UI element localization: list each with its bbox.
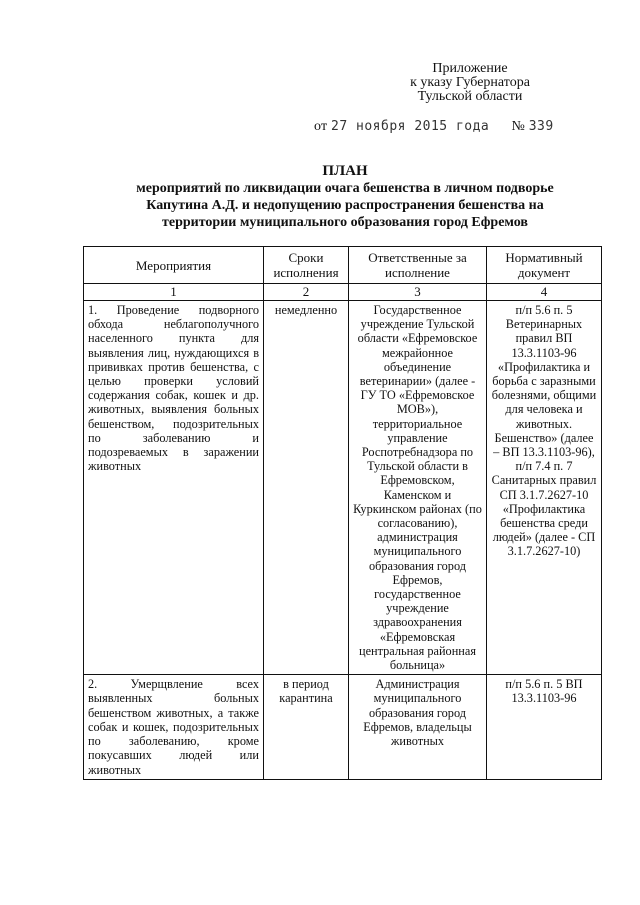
- plan-heading: ПЛАН: [322, 163, 368, 179]
- column-number-row: [84, 284, 602, 301]
- table-row: [84, 675, 602, 779]
- row-event: 1. Проведение подворного обхода неблагополучного населенного пункта для выявления лиц, нуждающихся в прививках против бешенства, с целью проверки условий содержания собак, кошек и др. животных, выявления больных бешенством, подозрительных по заболеванию и подозреваемых в заражении животных: [84, 301, 264, 675]
- row-document: п/п 5.6 п. 5 Ветеринарных правил ВП 13.3.1103-96 «Профилактика и борьба с заразными болезнями, общими для человека и животных. Бешенство» (далее – ВП 13.3.1103-96), п/п 7.4 п. 7 Санитарных правил СП 3.1.7.2627-10 «Профилактика бешенства среди людей» (далее - СП 3.1.7.2627-10): [487, 301, 602, 675]
- decree-date: 27 ноября 2015 года: [331, 119, 490, 134]
- plan-subtitle-line-2: Капутина А.Д. и недопущению распространения бешенства на: [146, 198, 544, 213]
- row-event: 2. Умерщвление всех выявленных больных бешенством животных, а также собак и кошек, подозрительных по заболеванию, кроме покусавших людей или животных: [84, 675, 264, 779]
- row-deadline: в период карантина: [264, 675, 349, 779]
- appendix-line-1: Приложение: [432, 61, 508, 76]
- table-header-row: [84, 247, 602, 284]
- column-number: 1: [84, 284, 264, 301]
- decree-number: 339: [528, 119, 554, 134]
- row-document: п/п 5.6 п. 5 ВП 13.3.1103-96: [487, 675, 602, 779]
- plan-title: [90, 163, 600, 231]
- table-row: [84, 301, 602, 675]
- appendix-line-2: к указу Губернатора: [410, 75, 530, 90]
- plan-subtitle-line-1: мероприятий по ликвидации очага бешенства в личном подворье: [136, 181, 554, 196]
- appendix-block: [380, 62, 560, 104]
- column-number: 3: [349, 284, 487, 301]
- column-number: 2: [264, 284, 349, 301]
- header-document: Нормативный документ: [487, 247, 602, 284]
- column-number: 4: [487, 284, 602, 301]
- plan-subtitle-line-3: территории муниципального образования город Ефремов: [162, 215, 528, 230]
- row-responsible: Государственное учреждение Тульской области «Ефремовское межрайонное объединение ветеринарии» (далее - ГУ ТО «Ефремовское МОВ»), территориальное управление Роспотребнадзора по Тульской области в Ефремовском, Каменском и Куркинском районах (по согласованию), администрация муниципального образования город Ефремов, государственное учреждение здравоохранения «Ефремовская центральная районная больница»: [349, 301, 487, 675]
- header-deadline: Сроки исполнения: [264, 247, 349, 284]
- plan-table: [83, 246, 602, 780]
- row-deadline: немедленно: [264, 301, 349, 675]
- date-prefix: от: [314, 119, 328, 134]
- number-label: №: [511, 119, 526, 134]
- row-responsible: Администрация муниципального образования город Ефремов, владельцы животных: [349, 675, 487, 779]
- header-responsible: Ответственные за исполнение: [349, 247, 487, 284]
- header-events: Мероприятия: [84, 247, 264, 284]
- appendix-line-3: Тульской области: [417, 89, 523, 104]
- decree-dateline: [314, 119, 554, 135]
